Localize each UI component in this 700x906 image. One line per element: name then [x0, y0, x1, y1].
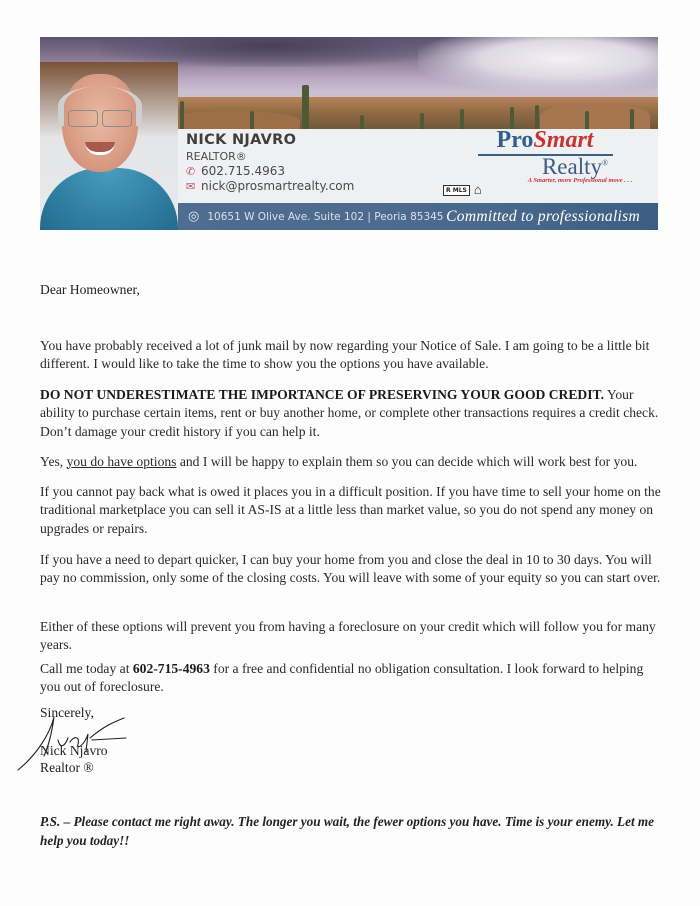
cactus: [180, 101, 184, 129]
registered-mark: ®: [601, 158, 609, 168]
logo-pro: Pro: [496, 127, 534, 153]
cta-prefix: Call me today at: [40, 660, 133, 676]
signer-name: Nick Njavro: [40, 743, 108, 758]
postscript: P.S. – Please contact me right away. The longer you wait, the fewer options you have. Time is your enemy. Let me help you today!!: [40, 814, 655, 848]
cta-suffix: for a free and confidential no obligation consultation. I look forward to helping you out of foreclosure.: [40, 660, 644, 695]
map-pin-icon: ◎: [188, 209, 200, 224]
agent-photo: [40, 62, 178, 230]
cactus: [250, 111, 254, 129]
shirt: [40, 168, 178, 230]
cta-phone[interactable]: 602-715-4963: [132, 660, 210, 676]
agent-name: NICK NJAVRO: [186, 132, 297, 148]
paragraph-sell-as-is: If you cannot pay back what is owed it places you in a difficult position. If you have time to sell your home on the traditional marketplace you can sell it AS-IS at a little less than market value, so you do not spend any money on upgrades or repairs.: [40, 483, 661, 536]
cactus: [360, 115, 364, 129]
signer-block: [40, 742, 108, 776]
address-bar: [178, 203, 658, 230]
envelope-icon: ✉: [186, 179, 196, 193]
letterhead-banner: [40, 37, 658, 230]
cactus: [460, 109, 464, 129]
paragraph-call-to-action: [40, 660, 662, 697]
paragraph-intro: You have probably received a lot of junk mail by now regarding your Notice of Sale. I am going to be a little bit different. I would like to take the time to show you the options you have available.: [40, 337, 650, 372]
cloud: [418, 37, 658, 92]
paragraph-prevent-foreclosure: Either of these options will prevent you from having a foreclosure on your credit which will follow you for many years.: [40, 618, 656, 653]
credit-warning: DO NOT UNDERESTIMATE THE IMPORTANCE OF PRESERVING YOUR GOOD CREDIT.: [40, 386, 604, 402]
glasses: [68, 110, 132, 126]
options-suffix: and I will be happy to explain them so you can decide which will work best for you.: [176, 453, 638, 469]
cactus: [510, 107, 514, 129]
company-motto: Committed to professionalism: [446, 207, 640, 225]
paragraph-options: [40, 453, 662, 472]
paragraph-credit: [40, 386, 662, 442]
logo-realty: Realty: [541, 154, 602, 179]
email-line[interactable]: [186, 179, 354, 193]
phone-number[interactable]: 602.715.4963: [201, 164, 285, 178]
cactus: [630, 109, 634, 129]
logo-smart: Smart: [533, 127, 594, 153]
paragraph-quick-buy: If you have a need to depart quicker, I can buy your home from you and close the deal in 10 to 30 days. You will pay no commission, only some of the closing costs. You will leave with some of your equity so you can start over.: [40, 551, 661, 586]
phone-line[interactable]: [186, 164, 354, 178]
cactus: [535, 105, 539, 129]
cactus: [302, 85, 309, 129]
signer-title: Realtor ®: [40, 760, 94, 775]
agent-contact-block: [186, 132, 354, 193]
options-prefix: Yes,: [40, 453, 67, 469]
realtor-mls-badge: R MLS: [443, 185, 470, 196]
salutation: Dear Homeowner,: [40, 282, 140, 297]
affiliation-badges: [443, 183, 482, 196]
email-address[interactable]: nick@prosmartrealty.com: [201, 179, 355, 193]
logo-tagline: A Smarter, more Professional move . . .: [527, 177, 633, 184]
agent-title: REALTOR®: [186, 150, 247, 163]
options-underlined: you do have options: [66, 453, 177, 469]
phone-icon: ✆: [186, 164, 196, 178]
credit-text: Your ability to purchase certain items, rent or buy another home, or complete other transactions requires a credit check. Don’t damage your credit history if you can help it.: [40, 386, 659, 439]
closing: Sincerely,: [40, 705, 94, 720]
cactus: [420, 113, 424, 129]
equal-housing-icon: ⌂: [473, 182, 482, 197]
office-address: 10651 W Olive Ave. Suite 102 | Peoria 85345: [207, 210, 444, 223]
realtor-r-icon: R: [446, 187, 453, 194]
